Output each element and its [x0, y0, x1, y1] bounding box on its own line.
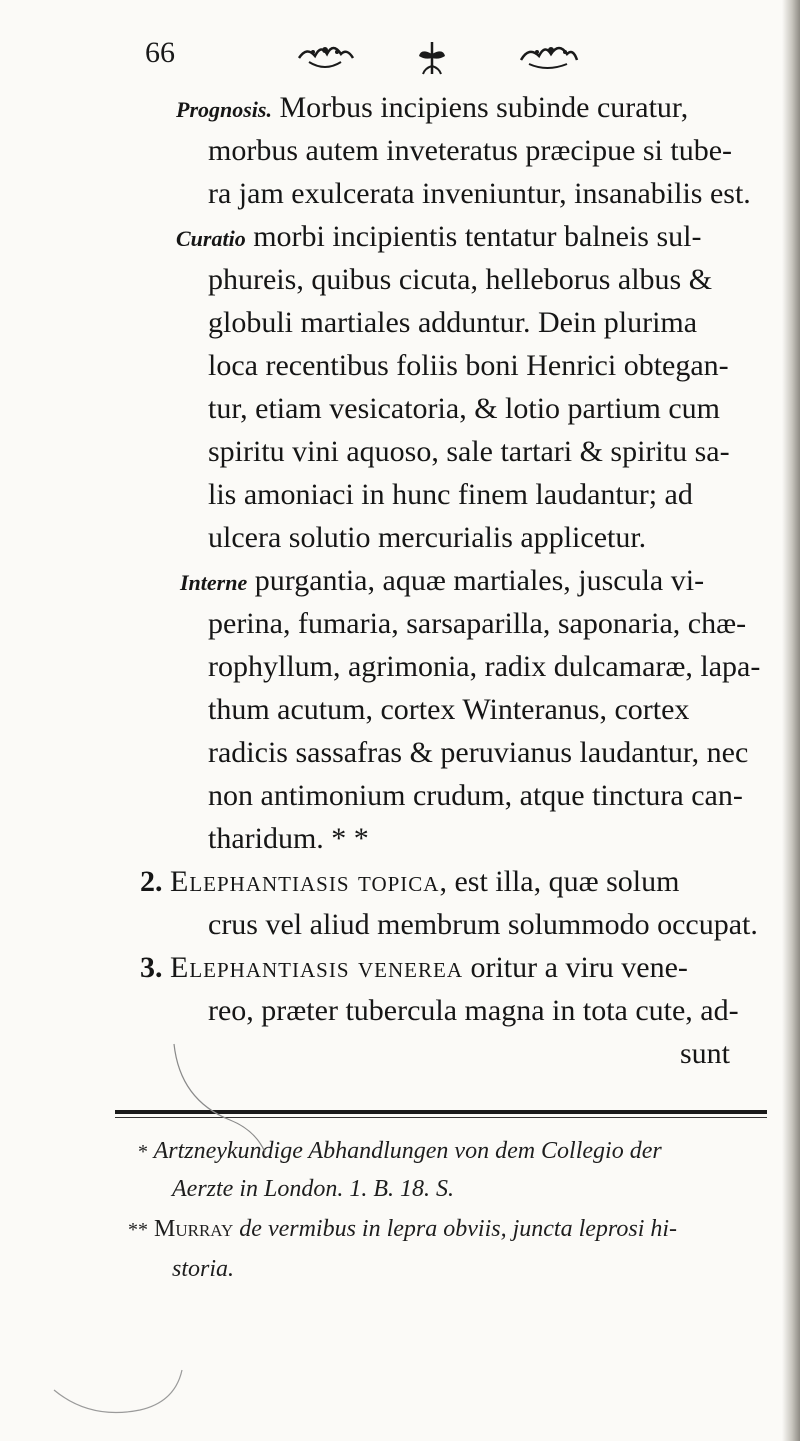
text-line: radicis sassafras & peruvianus laudantur, nec [208, 736, 749, 769]
footnote-author: Murray [154, 1216, 234, 1242]
footnote [128, 1214, 677, 1245]
interne-label: Interne [180, 570, 248, 595]
page-gutter-shadow [782, 0, 800, 1441]
item-text: , est illa, quæ solum [439, 865, 680, 898]
item-text: oritur a viru vene- [462, 951, 688, 984]
text-line [180, 561, 704, 603]
text-line: loca recentibus foliis boni Henrici obtegan- [208, 349, 729, 382]
text-line: morbus autem inveteratus præcipue si tube- [208, 134, 733, 167]
text-line: tur, etiam vesicatoria, & lotio partium cum [208, 392, 720, 425]
text-line: spiritu vini aquoso, sale tartari & spiritu sa- [208, 435, 730, 468]
flower-vignette-icon [295, 38, 355, 76]
text-line [176, 88, 688, 130]
footnote-continuation: storia. [172, 1256, 235, 1282]
footnote-text: de vermibus in lepra obviis, juncta leprosi hi- [233, 1216, 678, 1242]
text-line [176, 217, 701, 259]
text-line: rophyllum, agrimonia, radix dulcamaræ, lapa- [208, 650, 761, 683]
page-number: 66 [145, 36, 175, 69]
footnote-text: Artzneykundige Abhandlungen von dem Collegio der [153, 1138, 662, 1164]
text-line-content: morbi incipientis tentatur balneis sul- [253, 220, 702, 253]
footnote-mark: * [138, 1141, 148, 1163]
page-header [145, 34, 605, 84]
text-line: perina, fumaria, sarsaparilla, saponaria, chæ- [208, 607, 747, 640]
text-line: reo, præter tubercula magna in tota cute, ad- [208, 994, 739, 1027]
text-line: lis amoniaci in hunc finem laudantur; ad [208, 478, 693, 511]
numbered-item [140, 948, 688, 988]
footnote-continuation: Aerzte in London. 1. B. 18. S. [172, 1176, 454, 1202]
pencil-mark [170, 1040, 280, 1160]
flower-vignette-icon [517, 38, 579, 76]
text-line-content: purgantia, aquæ martiales, juscula vi- [254, 564, 705, 597]
leaf-sprig-icon [415, 38, 449, 82]
item-number: 2. [140, 865, 163, 898]
text-line: globuli martiales adduntur. Dein plurima [208, 306, 698, 339]
catchword: sunt [680, 1037, 731, 1070]
text-line: ulcera solutio mercurialis applicetur. [208, 521, 647, 554]
text-line-content: Morbus incipiens subinde curatur, [279, 91, 689, 124]
item-term: Elephantiasis venerea [170, 951, 463, 984]
text-line: crus vel aliud membrum solummodo occupat. [208, 908, 758, 941]
prognosis-label: Prognosis. [176, 97, 272, 122]
item-number: 3. [140, 951, 163, 984]
item-term: Elephantiasis topica [170, 865, 440, 898]
text-line: tharidum. * * [208, 822, 369, 855]
text-line: thum acutum, cortex Winteranus, cortex [208, 693, 690, 726]
pencil-mark [50, 1350, 190, 1430]
numbered-item [140, 862, 679, 902]
text-line: ra jam exulcerata inveniuntur, insanabilis est. [208, 177, 751, 210]
text-line: phureis, quibus cicuta, helleborus albus & [208, 263, 713, 296]
text-line: non antimonium crudum, atque tinctura can- [208, 779, 743, 812]
footnote-mark: ** [128, 1219, 148, 1241]
curatio-label: Curatio [176, 226, 246, 251]
